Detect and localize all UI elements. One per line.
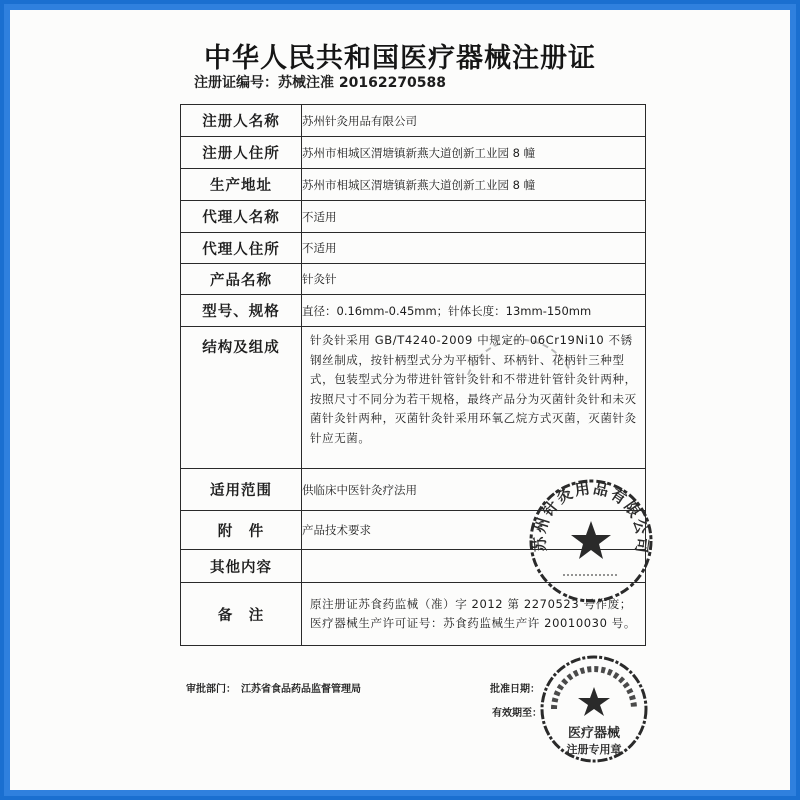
registration-number-value: 苏械注准 20162270588	[278, 75, 447, 91]
row-label: 附 件	[181, 511, 302, 550]
star-icon	[578, 687, 610, 716]
official-seal	[538, 653, 650, 765]
row-label: 适用范围	[181, 469, 302, 511]
star-icon	[571, 521, 611, 559]
row-value: 苏州针灸用品有限公司	[302, 105, 646, 137]
row-label: 型号、规格	[181, 295, 302, 327]
row-value: 产品技术要求	[302, 511, 646, 550]
table-row	[181, 105, 646, 137]
row-value: 苏州市相城区渭塘镇新燕大道创新工业园 8 幢	[302, 137, 646, 169]
row-label: 代理人住所	[181, 233, 302, 264]
company-seal	[525, 475, 657, 607]
official-seal-line2: 注册专用章	[566, 743, 622, 756]
table-row	[181, 169, 646, 201]
official-seal-line1: 医疗器械	[567, 726, 621, 741]
row-value: 不适用	[302, 233, 646, 264]
table-row	[181, 233, 646, 264]
row-value: 原注册证苏食药监械（准）字 2012 第 2270523 号作废；医疗器械生产许可证号：苏食药监械生产许 20010030 号。	[302, 583, 646, 646]
row-label: 生产地址	[181, 169, 302, 201]
registration-number-label: 注册证编号：	[194, 75, 278, 91]
row-label: 代理人名称	[181, 201, 302, 233]
table-row	[181, 201, 646, 233]
row-value: 不适用	[302, 201, 646, 233]
faint-seal-impression	[460, 295, 580, 385]
approval-date-label: 批准日期：	[490, 684, 540, 695]
row-label: 产品名称	[181, 264, 302, 295]
row-value: 针灸针	[302, 264, 646, 295]
table-row	[181, 137, 646, 169]
registration-number	[194, 72, 446, 92]
row-value: 针灸针采用 GB/T4240-2009 中规定的 06Cr19Ni10 不锈钢丝制成，按针柄型式分为平柄针、环柄针、花柄针三种型式，包装型式分为带进针管针灸针和不带进针管针灸针两种，按照尺寸不同分为若干规格，最终产品分为灭菌针灸针和未灭菌针灸针两种，灭菌针灸针采用环氧乙烷方式灭菌，灭菌针灸针应无菌。	[302, 327, 646, 469]
row-value: 苏州市相城区渭塘镇新燕大道创新工业园 8 幢	[302, 169, 646, 201]
certificate-page	[10, 10, 790, 790]
row-label: 其他内容	[181, 550, 302, 583]
row-value: 供临床中医针灸疗法用	[302, 469, 646, 511]
approval-department: 审批部门： 江苏省食品药品监督管理局	[186, 684, 361, 695]
table-row	[181, 264, 646, 295]
company-seal-text: 苏州针灸用品有限公司	[530, 478, 652, 556]
row-label: 结构及组成	[181, 327, 302, 469]
row-label: 注册人住所	[181, 137, 302, 169]
row-value: 直径：0.16mm-0.45mm；针体长度：13mm-150mm	[302, 295, 646, 327]
row-label: 注册人名称	[181, 105, 302, 137]
faint-seal-arc	[468, 340, 572, 375]
document-title: 中华人民共和国医疗器械注册证	[204, 43, 596, 74]
valid-until-label: 有效期至：	[492, 708, 542, 719]
row-label: 备 注	[181, 583, 302, 646]
